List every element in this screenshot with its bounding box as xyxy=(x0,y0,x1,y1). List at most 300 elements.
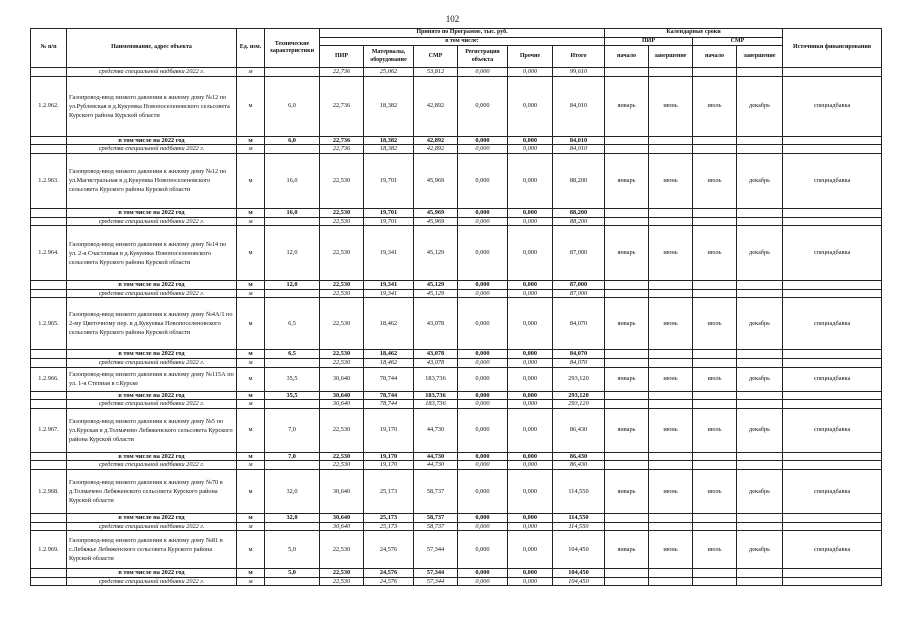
source-cell: спецнадбавка xyxy=(783,298,882,350)
smr-end-cell: декабрь xyxy=(737,408,783,452)
object-row xyxy=(31,153,882,208)
empty-cell xyxy=(649,136,693,145)
pir-cell: 30,640 xyxy=(320,469,364,513)
total-cell: 87,000 xyxy=(553,226,605,281)
special-label: средства специальной надбавки 2022 г. xyxy=(67,145,237,154)
page-number: 102 xyxy=(445,14,460,24)
empty-cell xyxy=(783,217,882,226)
top-special-row xyxy=(31,68,882,77)
empty-cell xyxy=(693,391,737,400)
other-cell: 0,000 xyxy=(508,68,553,77)
header-start-pir: начало xyxy=(605,46,649,68)
pir-end-cell: июнь xyxy=(649,531,693,569)
smr-cell: 42,892 xyxy=(414,76,458,136)
special-row xyxy=(31,522,882,531)
object-name: Газопровод-ввод низкого давления к жилому дому №14 по ул. 2-я Счастливая в д.Кукуевка Новопоселеновского сельсовета Курского района Курской области xyxy=(67,226,237,281)
unit-cell: м xyxy=(237,350,265,359)
pir-start-cell: январь xyxy=(605,76,649,136)
empty-cell xyxy=(783,522,882,531)
materials-cell: 19,341 xyxy=(364,281,414,290)
empty-cell xyxy=(31,461,67,470)
empty-cell xyxy=(649,522,693,531)
smr-cell: 43,078 xyxy=(414,358,458,367)
pir-cell: 30,640 xyxy=(320,513,364,522)
empty-cell xyxy=(693,68,737,77)
tech-cell: 12,0 xyxy=(265,281,320,290)
empty-cell xyxy=(31,577,67,586)
reg-cell: 0,000 xyxy=(458,358,508,367)
smr-cell: 183,736 xyxy=(414,367,458,391)
materials-cell: 19,170 xyxy=(364,408,414,452)
total-cell: 84,070 xyxy=(553,298,605,350)
smr-start-cell: июль xyxy=(693,367,737,391)
header-including: в том числе: xyxy=(320,37,605,46)
object-row xyxy=(31,408,882,452)
empty-cell xyxy=(783,289,882,298)
materials-cell: 19,170 xyxy=(364,452,414,461)
unit-cell: м xyxy=(237,217,265,226)
unit-cell: м xyxy=(237,358,265,367)
unit-cell: м xyxy=(237,76,265,136)
year-label: в том числе на 2022 год xyxy=(67,208,237,217)
smr-cell: 45,129 xyxy=(414,281,458,290)
smr-cell: 45,969 xyxy=(414,208,458,217)
header-start-smr: начало xyxy=(693,46,737,68)
object-row xyxy=(31,298,882,350)
total-cell: 104,450 xyxy=(553,569,605,578)
materials-cell: 24,576 xyxy=(364,569,414,578)
empty-cell xyxy=(605,400,649,409)
empty-cell xyxy=(693,513,737,522)
total-cell: 114,550 xyxy=(553,513,605,522)
tech-cell: 16,0 xyxy=(265,153,320,208)
pir-end-cell: июнь xyxy=(649,76,693,136)
empty-cell xyxy=(649,350,693,359)
empty-cell xyxy=(31,217,67,226)
empty-cell xyxy=(31,452,67,461)
year-label: в том числе на 2022 год xyxy=(67,281,237,290)
empty-cell xyxy=(605,289,649,298)
empty-cell xyxy=(737,391,783,400)
reg-cell: 0,000 xyxy=(458,577,508,586)
reg-cell: 0,000 xyxy=(458,350,508,359)
total-cell: 293,120 xyxy=(553,391,605,400)
empty-cell xyxy=(265,358,320,367)
smr-cell: 42,892 xyxy=(414,136,458,145)
empty-cell xyxy=(693,522,737,531)
unit-cell: м xyxy=(237,289,265,298)
reg-cell: 0,000 xyxy=(458,469,508,513)
pir-cell: 22,530 xyxy=(320,217,364,226)
year-label: в том числе на 2022 год xyxy=(67,569,237,578)
smr-start-cell: июль xyxy=(693,298,737,350)
empty-cell xyxy=(605,358,649,367)
other-cell: 0,000 xyxy=(508,153,553,208)
smr-cell: 45,129 xyxy=(414,289,458,298)
header-tech: Технические характеристики xyxy=(265,29,320,68)
empty-cell xyxy=(31,358,67,367)
source-cell: спецнадбавка xyxy=(783,531,882,569)
empty-cell xyxy=(605,513,649,522)
special-row xyxy=(31,145,882,154)
empty-cell xyxy=(265,461,320,470)
tech-cell: 6,0 xyxy=(265,136,320,145)
row-number: 1.2.965. xyxy=(31,298,67,350)
registration-cell: 0,000 xyxy=(458,68,508,77)
empty-cell xyxy=(31,289,67,298)
pir-cell: 22,530 xyxy=(320,226,364,281)
empty-cell xyxy=(737,452,783,461)
smr-cell: 43,078 xyxy=(414,298,458,350)
materials-cell: 19,701 xyxy=(364,153,414,208)
object-row xyxy=(31,226,882,281)
empty-cell xyxy=(605,68,649,77)
empty-cell xyxy=(605,145,649,154)
other-cell: 0,000 xyxy=(508,461,553,470)
empty-cell xyxy=(31,136,67,145)
tech-cell: 7,0 xyxy=(265,408,320,452)
empty-cell xyxy=(693,358,737,367)
empty-cell xyxy=(265,577,320,586)
pir-start-cell: январь xyxy=(605,153,649,208)
reg-cell: 0,000 xyxy=(458,461,508,470)
other-cell: 0,000 xyxy=(508,577,553,586)
other-cell: 0,000 xyxy=(508,569,553,578)
header-name: Наименование, адрес объекта xyxy=(67,29,237,68)
pir-cell: 22,530 xyxy=(320,153,364,208)
materials-cell: 19,701 xyxy=(364,208,414,217)
tech-cell: 32,0 xyxy=(265,469,320,513)
empty-cell xyxy=(693,145,737,154)
tech-cell: 12,0 xyxy=(265,226,320,281)
object-row xyxy=(31,367,882,391)
reg-cell: 0,000 xyxy=(458,298,508,350)
smr-end-cell: декабрь xyxy=(737,298,783,350)
empty-cell xyxy=(31,400,67,409)
smr-cell: 57,344 xyxy=(414,531,458,569)
other-cell: 0,000 xyxy=(508,298,553,350)
special-label: средства специальной надбавки 2022 г. xyxy=(67,577,237,586)
year-2022-row xyxy=(31,391,882,400)
year-label: в том числе на 2022 год xyxy=(67,350,237,359)
smr-end-cell: декабрь xyxy=(737,469,783,513)
materials-cell: 25,173 xyxy=(364,513,414,522)
smr-end-cell: декабрь xyxy=(737,226,783,281)
year-2022-row xyxy=(31,350,882,359)
materials-cell: 25,173 xyxy=(364,522,414,531)
pir-cell: 30,640 xyxy=(320,522,364,531)
empty-cell xyxy=(693,577,737,586)
empty-cell xyxy=(693,461,737,470)
empty-cell xyxy=(693,569,737,578)
smr-start-cell: июль xyxy=(693,531,737,569)
smr-cell: 183,736 xyxy=(414,400,458,409)
header-pir: ПИР xyxy=(320,46,364,68)
year-label: в том числе на 2022 год xyxy=(67,391,237,400)
smr-cell: 45,969 xyxy=(414,217,458,226)
empty-cell xyxy=(737,358,783,367)
total-cell: 84,010 xyxy=(553,136,605,145)
other-cell: 0,000 xyxy=(508,208,553,217)
pir-cell: 22,530 xyxy=(320,358,364,367)
source-cell: спецнадбавка xyxy=(783,469,882,513)
empty-cell xyxy=(737,281,783,290)
smr-cell: 58,737 xyxy=(414,513,458,522)
materials-cell: 19,170 xyxy=(364,461,414,470)
pir-cell: 22,530 xyxy=(320,569,364,578)
unit-cell: м xyxy=(237,522,265,531)
materials-cell: 18,382 xyxy=(364,136,414,145)
smr-start-cell: июль xyxy=(693,153,737,208)
unit-cell: м xyxy=(237,153,265,208)
empty-cell xyxy=(693,208,737,217)
total-cell: 88,200 xyxy=(553,217,605,226)
unit-cell: м xyxy=(237,136,265,145)
smr-start-cell: июль xyxy=(693,469,737,513)
empty-cell xyxy=(693,217,737,226)
empty-cell xyxy=(31,522,67,531)
pir-cell: 22,736 xyxy=(320,68,364,77)
reg-cell: 0,000 xyxy=(458,367,508,391)
unit-cell: м xyxy=(237,408,265,452)
special-label: средства специальной надбавки 2022 г. xyxy=(67,522,237,531)
materials-cell: 78,744 xyxy=(364,400,414,409)
unit-cell: м xyxy=(237,452,265,461)
empty-cell xyxy=(783,577,882,586)
year-2022-row xyxy=(31,569,882,578)
other-cell: 0,000 xyxy=(508,391,553,400)
total-cell: 88,200 xyxy=(553,153,605,208)
reg-cell: 0,000 xyxy=(458,281,508,290)
source-cell: спецнадбавка xyxy=(783,408,882,452)
total-cell: 87,000 xyxy=(553,289,605,298)
unit-cell: м xyxy=(237,469,265,513)
smr-cell: 58,737 xyxy=(414,469,458,513)
pir-cell: 30,640 xyxy=(320,391,364,400)
pir-cell: 22,736 xyxy=(320,145,364,154)
empty-cell xyxy=(649,289,693,298)
unit-cell: м xyxy=(237,367,265,391)
pir-cell: 22,530 xyxy=(320,289,364,298)
empty-cell xyxy=(649,391,693,400)
empty-cell xyxy=(737,217,783,226)
pir-cell: 22,530 xyxy=(320,531,364,569)
object-row xyxy=(31,76,882,136)
header-source: Источники финансирования xyxy=(783,29,882,68)
smr-cell: 53,812 xyxy=(414,68,458,77)
empty-cell xyxy=(693,452,737,461)
empty-cell xyxy=(605,281,649,290)
other-cell: 0,000 xyxy=(508,350,553,359)
empty-cell xyxy=(693,136,737,145)
empty-cell xyxy=(265,522,320,531)
object-name: Газопровод-ввод низкого давления к жилому дому №5 по ул.Курская в д.Толмачево Лебяженского сельсовета Курского района Курской области xyxy=(67,408,237,452)
year-2022-row xyxy=(31,136,882,145)
tech-cell: 32,0 xyxy=(265,513,320,522)
year-2022-row xyxy=(31,452,882,461)
empty-cell xyxy=(737,136,783,145)
empty-cell xyxy=(605,391,649,400)
reg-cell: 0,000 xyxy=(458,400,508,409)
source-cell: спецнадбавка xyxy=(783,153,882,208)
total-cell: 84,070 xyxy=(553,350,605,359)
other-cell: 0,000 xyxy=(508,531,553,569)
reg-cell: 0,000 xyxy=(458,452,508,461)
empty-cell xyxy=(31,208,67,217)
row-number: 1.2.963. xyxy=(31,153,67,208)
empty-cell xyxy=(737,350,783,359)
pir-cell: 30,640 xyxy=(320,400,364,409)
empty-cell xyxy=(649,577,693,586)
header-row-1 xyxy=(31,29,882,38)
smr-cell: 58,737 xyxy=(414,522,458,531)
unit-cell: м xyxy=(237,400,265,409)
object-row xyxy=(31,469,882,513)
materials-cell: 24,576 xyxy=(364,531,414,569)
empty-cell xyxy=(31,569,67,578)
pir-cell: 22,530 xyxy=(320,408,364,452)
header-unit: Ед. изм. xyxy=(237,29,265,68)
row-number: 1.2.962. xyxy=(31,76,67,136)
smr-cell: 43,078 xyxy=(414,350,458,359)
materials-cell: 18,462 xyxy=(364,358,414,367)
total-cell: 86,430 xyxy=(553,452,605,461)
empty-cell xyxy=(737,522,783,531)
tech-cell: 5,0 xyxy=(265,531,320,569)
empty-cell xyxy=(783,136,882,145)
reg-cell: 0,000 xyxy=(458,569,508,578)
special-label: средства специальной надбавки 2022 г. xyxy=(67,400,237,409)
total-cell: 88,200 xyxy=(553,208,605,217)
empty-cell xyxy=(783,461,882,470)
document-table-wrap xyxy=(30,28,881,585)
tech-cell: 16,0 xyxy=(265,208,320,217)
materials-cell: 18,382 xyxy=(364,76,414,136)
tech-cell: 35,5 xyxy=(265,391,320,400)
header-end-smr: завершение xyxy=(737,46,783,68)
pir-cell: 22,530 xyxy=(320,577,364,586)
total-cell: 104,450 xyxy=(553,577,605,586)
year-label: в том числе на 2022 год xyxy=(67,513,237,522)
empty-cell xyxy=(737,400,783,409)
pir-cell: 22,530 xyxy=(320,461,364,470)
total-cell: 87,000 xyxy=(553,281,605,290)
empty-cell xyxy=(649,145,693,154)
materials-cell: 24,576 xyxy=(364,577,414,586)
smr-cell: 44,730 xyxy=(414,461,458,470)
unit-cell: м xyxy=(237,461,265,470)
reg-cell: 0,000 xyxy=(458,513,508,522)
row-number: 1.2.964. xyxy=(31,226,67,281)
header-end-pir: завершение xyxy=(649,46,693,68)
pir-end-cell: июнь xyxy=(649,153,693,208)
reg-cell: 0,000 xyxy=(458,408,508,452)
empty-cell xyxy=(737,569,783,578)
empty-cell xyxy=(605,577,649,586)
empty-cell xyxy=(737,513,783,522)
reg-cell: 0,000 xyxy=(458,208,508,217)
empty-cell xyxy=(693,289,737,298)
empty-cell xyxy=(31,68,67,77)
empty-cell xyxy=(649,569,693,578)
reg-cell: 0,000 xyxy=(458,391,508,400)
other-cell: 0,000 xyxy=(508,469,553,513)
materials-cell: 19,341 xyxy=(364,226,414,281)
row-number: 1.2.968. xyxy=(31,469,67,513)
pir-cell: 22,736 xyxy=(320,136,364,145)
empty-cell xyxy=(649,513,693,522)
other-cell: 0,000 xyxy=(508,226,553,281)
year-2022-row xyxy=(31,208,882,217)
total-cell: 293,120 xyxy=(553,400,605,409)
empty-cell xyxy=(783,145,882,154)
other-cell: 0,000 xyxy=(508,217,553,226)
header-calendar: Календарные сроки xyxy=(605,29,783,38)
pir-cell: 22,530 xyxy=(320,452,364,461)
unit-cell: м xyxy=(237,226,265,281)
reg-cell: 0,000 xyxy=(458,153,508,208)
header-other: Прочие xyxy=(508,46,553,68)
materials-cell: 78,744 xyxy=(364,391,414,400)
empty-cell xyxy=(605,350,649,359)
materials-cell: 25,173 xyxy=(364,469,414,513)
special-label: средства специальной надбавки 2022 г. xyxy=(67,217,237,226)
object-name: Газопровод-ввод низкого давления к жилому дому №12 по ул.Магистральная в д.Кукуевка Новопоселеновского сельсовета Курского района Курской области xyxy=(67,153,237,208)
other-cell: 0,000 xyxy=(508,513,553,522)
unit-cell: м xyxy=(237,145,265,154)
row-number: 1.2.966. xyxy=(31,367,67,391)
pir-start-cell: январь xyxy=(605,531,649,569)
pir-cell: 22,530 xyxy=(320,281,364,290)
empty-cell xyxy=(31,281,67,290)
other-cell: 0,000 xyxy=(508,367,553,391)
pir-start-cell: январь xyxy=(605,298,649,350)
year-2022-row xyxy=(31,281,882,290)
empty-cell xyxy=(649,217,693,226)
reg-cell: 0,000 xyxy=(458,289,508,298)
header-num: № п/п xyxy=(31,29,67,68)
empty-cell xyxy=(265,217,320,226)
empty-cell xyxy=(605,217,649,226)
smr-end-cell: декабрь xyxy=(737,367,783,391)
other-cell: 0,000 xyxy=(508,289,553,298)
smr-end-cell: декабрь xyxy=(737,76,783,136)
empty-cell xyxy=(31,350,67,359)
materials-cell: 19,341 xyxy=(364,289,414,298)
other-cell: 0,000 xyxy=(508,408,553,452)
object-name: Газопровод-ввод низкого давления к жилому дому №4А/1 по 2-му Цветочному пер. в д.Кукуевка Новопоселеновского сельсовета Курского района Курской области xyxy=(67,298,237,350)
materials-cell: 18,462 xyxy=(364,350,414,359)
materials-cell: 78,744 xyxy=(364,367,414,391)
special-label: средства специальной надбавки 2022 г. xyxy=(67,358,237,367)
pir-end-cell: июнь xyxy=(649,298,693,350)
unit-cell: м xyxy=(237,577,265,586)
smr-cell: 45,969 xyxy=(414,153,458,208)
year-label: в том числе на 2022 год xyxy=(67,136,237,145)
unit-cell: м xyxy=(237,513,265,522)
reg-cell: 0,000 xyxy=(458,136,508,145)
empty-cell xyxy=(783,68,882,77)
header-total: Итого xyxy=(553,46,605,68)
empty-cell xyxy=(605,522,649,531)
empty-cell xyxy=(649,461,693,470)
special-label: средства специальной надбавки 2022 г. xyxy=(67,289,237,298)
special-row xyxy=(31,461,882,470)
reg-cell: 0,000 xyxy=(458,531,508,569)
empty-cell xyxy=(265,400,320,409)
pir-cell: 22,530 xyxy=(320,350,364,359)
empty-cell xyxy=(693,350,737,359)
